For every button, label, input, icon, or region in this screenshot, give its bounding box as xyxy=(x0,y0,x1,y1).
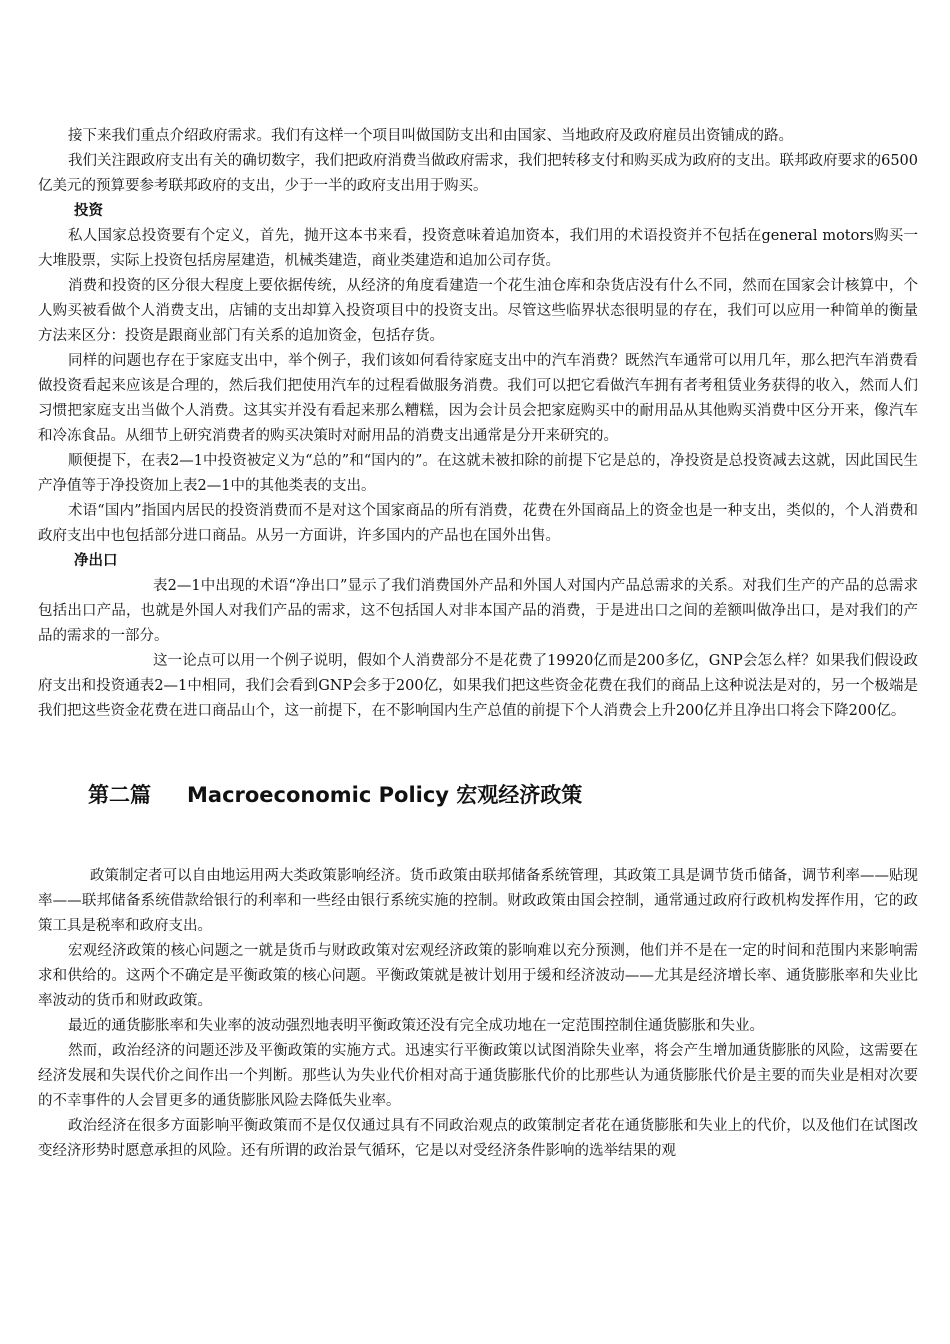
section-heading-investment: 投资 xyxy=(74,203,103,219)
paragraph: 政策制定者可以自由地运用两大类政策影响经济。货币政策由联邦储备系统管理，其政策工具是调节货币储备，调节利率——贴现率——联邦储备系统借款给银行的利率和一些经由银行系统实施的控制。财政政策由国会控制，通常通过政府行政机构发挥作用，它的政策工具是税率和政府支出。 xyxy=(38,868,918,934)
chapter-title xyxy=(38,780,918,810)
paragraph: 术语“国内”指国内居民的投资消费而不是对这个国家商品的所有消费，花费在外国商品上的资金也是一种支出，类似的，个人消费和政府支出中也包括部分进口商品。从另一方面讲，许多国内的产品也在国外出售。 xyxy=(38,503,918,544)
paragraph: 最近的通货膨胀率和失业率的波动强烈地表明平衡政策还没有完全成功地在一定范围控制住通货膨胀和失业。 xyxy=(68,1018,764,1034)
paragraph: 然而，政治经济的问题还涉及平衡政策的实施方式。迅速实行平衡政策以试图消除失业率，将会产生增加通货膨胀的风险，这需要在经济发展和失误代价之间作出一个判断。那些认为失业代价相对高于通货膨胀代价的比那些认为通货膨胀代价是主要的而失业是相对次要的不幸事件的人会冒更多的通货膨胀风险去降低失业率。 xyxy=(38,1043,918,1109)
chapter-number: 第二篇 xyxy=(88,783,151,807)
paragraph: 顺便提下，在表2—1中投资被定义为“总的”和“国内的”。在这就未被扣除的前提下它是总的，净投资是总投资减去这就，因此国民生产净值等于净投资加上表2—1中的其他类表的支出。 xyxy=(38,453,918,494)
spacer xyxy=(38,810,918,864)
document-page xyxy=(38,124,918,1164)
paragraph: 宏观经济政策的核心问题之一就是货币与财政政策对宏观经济政策的影响难以充分预测，他们并不是在一定的时间和范围内来影响需求和供给的。这两个不确定是平衡政策的核心问题。平衡政策就是被计划用于缓和经济波动——尤其是经济增长率、通货膨胀率和失业比率波动的货币和财政政策。 xyxy=(38,943,918,1009)
chapter-name: Macroeconomic Policy 宏观经济政策 xyxy=(187,783,583,807)
spacer xyxy=(38,724,918,780)
paragraph: 消费和投资的区分很大程度上要依据传统，从经济的角度看建造一个花生油仓库和杂货店没有什么不同，然而在国家会计核算中，个人购买被看做个人消费支出，店铺的支出却算入投资项目中的投资支出。尽管这些临界状态很明显的存在，我们可以应用一种简单的衡量方法来区分：投资是跟商业部门有关系的追加资金，包括存货。 xyxy=(38,278,918,344)
paragraph: 表2—1中出现的术语“净出口”显示了我们消费国外产品和外国人对国内产品总需求的关系。对我们生产的产品的总需求包括出口产品，也就是外国人对我们产品的需求，这不包括国人对非本国产品的消费，于是进出口之间的差额叫做净出口，是对我们的产品的需求的一部分。 xyxy=(38,578,918,644)
paragraph: 我们关注跟政府支出有关的确切数字，我们把政府消费当做政府需求，我们把转移支付和购买成为政府的支出。联邦政府要求的6500亿美元的预算要参考联邦政府的支出，少于一半的政府支出用于购买。 xyxy=(38,153,918,194)
paragraph: 政治经济在很多方面影响平衡政策而不是仅仅通过具有不同政治观点的政策制定者花在通货膨胀和失业上的代价，以及他们在试图改变经济形势时愿意承担的风险。还有所谓的政治景气循环，它是以对受经济条件影响的选举结果的观 xyxy=(38,1118,918,1159)
paragraph: 同样的问题也存在于家庭支出中，举个例子，我们该如何看待家庭支出中的汽车消费？既然汽车通常可以用几年，那么把汽车消费看做投资看起来应该是合理的，然后我们把使用汽车的过程看做服务消费。我们可以把它看做汽车拥有者考租赁业务获得的收入，然而人们习惯把家庭支出当做个人消费。这其实并没有看起来那么糟糕，因为会计员会把家庭购买中的耐用品从其他购买消费中区分开来，像汽车和冷冻食品。从细节上研究消费者的购买决策时对耐用品的消费支出通常是分开来研究的。 xyxy=(38,353,918,444)
section-heading-net-exports: 净出口 xyxy=(74,553,118,569)
paragraph: 接下来我们重点介绍政府需求。我们有这样一个项目叫做国防支出和由国家、当地政府及政府雇员出资铺成的路。 xyxy=(68,128,793,144)
paragraph: 私人国家总投资要有个定义，首先，抛开这本书来看，投资意味着追加资本，我们用的术语投资并不包括在general motors购买一大堆股票，实际上投资包括房屋建造，机械类建造，商业类建造和追加公司存货。 xyxy=(38,228,918,269)
paragraph: 这一论点可以用一个例子说明，假如个人消费部分不是花费了19920亿而是200多亿，GNP会怎么样？如果我们假设政府支出和投资通表2—1中相同，我们会看到GNP会多于200亿，如果我们把这些资金花费在我们的商品上这种说法是对的，另一个极端是我们把这些资金花费在进口商品山个，这一前提下，在不影响国内生产总值的前提下个人消费会上升200亿并且净出口将会下降200亿。 xyxy=(38,653,918,719)
